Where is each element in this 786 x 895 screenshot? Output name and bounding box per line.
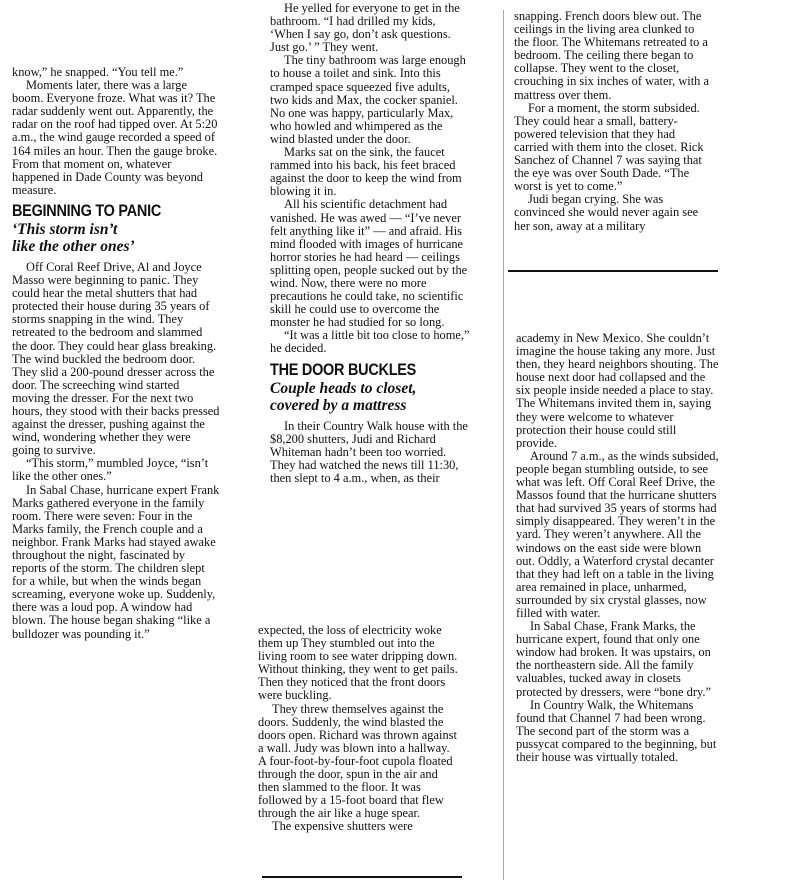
column-gutter-line [503, 10, 504, 880]
paragraph: The expensive shutters were [272, 819, 413, 834]
paragraph: The tiny bathroom was large enough to house a toilet and sink. Into this cramped space squeezed five adults, two kids and Max, the cocker spaniel. No one was happy, particularly Max, who howled and whimpered as the wind blasted under the door. [270, 53, 466, 146]
paragraph: Judi began crying. She was convinced she would never again see her son, away at a military [514, 192, 699, 233]
paragraph: In Country Walk, the Whitemans found that Channel 7 had been wrong. The second part of the storm was a pussycat compared to the beginning, but their house was virtually totaled. [516, 697, 717, 764]
divider-rule [508, 270, 718, 272]
paragraph: Marks sat on the sink, the faucet rammed into his back, his feet braced against the door to keep the wind from blowing it in. [270, 145, 462, 199]
section-heading-the-door-buckles: THE DOOR BUCKLES [270, 359, 417, 379]
column-2-bottom [258, 624, 458, 834]
paragraph: Moments later, there was a large boom. Everyone froze. What was it? The radar suddenly went out. Apparently, the radar on the roof had tipped over. At 5:20 a.m., the wind gauge recorded a speed of 164 miles an hour. Then the gauge broke. From that moment on, whatever happened in Dade County was beyond measure. [12, 78, 218, 197]
paragraph: They threw themselves against the doors. Suddenly, the wind blasted the doors open. Richard was thrown against a wall. Judy was blown into a hallway. A four-foot-by-four-foot cupola floated through the door, spun in the air and then slammed to the floor. It was followed by a 15-foot board that flew through the air like a huge spear. [258, 701, 457, 821]
paragraph: expected, the loss of electricity woke them up They stumbled out into the living room to see water dripping down. Without thinking, they went to get pails. Then they noticed that the front doors were buckling. [258, 623, 458, 703]
divider-rule [262, 876, 462, 878]
subhead-line: like the other ones’ [12, 237, 135, 255]
column-3-bottom [516, 332, 720, 764]
paragraph: “It was a little bit too close to home,” he decided. [270, 328, 470, 356]
paragraph: In their Country Walk house with the $8,200 shutters, Judi and Richard Whiteman hadn’t been too worried. They had watched the news till 11:30, then slept to 4 a.m., when, as their [270, 418, 468, 485]
paragraph: Off Coral Reef Drive, Al and Joyce Masso were beginning to panic. They could hear the metal shutters that had protected their house during 35 years of storms snapping in the wind. They retreated to the bedroom and slammed the door. They could hear glass breaking. The wind buckled the bedroom door. They slid a 200-pound dresser across the door. The screeching wind started moving the dresser. For the next two hours, they stood with their backs pressed against the dresser, pushing against the wind, wondering whether they were going to survive. [12, 259, 220, 458]
subhead-line: ‘This storm isn’t [12, 220, 118, 238]
column-3-top [514, 10, 710, 233]
paragraph: “This storm,” mumbled Joyce, “isn’t like the other ones.” [12, 456, 209, 484]
paragraph: He yelled for everyone to get in the bathroom. “I had drilled my kids, ‘When I say go, don’t ask questions. Just go.’ ” They went. [270, 1, 460, 55]
paragraph: In Sabal Chase, hurricane expert Frank Marks gathered everyone in the family room. There were seven: Four in the Marks family, the French couple and a neighbor. Frank Marks had stayed awake throughout the night, fascinated by reports of the storm. The children slept for a while, but when the winds began screaming, everyone woke up. Suddenly, there was a loud pop. A window had blown. The house began shaking “like a bulldozer was pounding it.” [12, 482, 220, 641]
column-1 [12, 66, 220, 641]
paragraph: Around 7 a.m., as the winds subsided, people began stumbling outside, to see what was left. Off Coral Reef Drive, the Massos found that the hurricane shutters that had survived 35 years of storms had simply disappeared. They weren’t in the yard. They weren’t anywhere. All the windows on the east side were blown out. Oddly, a Waterford crystal decanter that they had left on a table in the living area remained in place, unharmed, surrounded by six crystal glasses, now filled with water. [516, 448, 719, 620]
paragraph: In Sabal Chase, Frank Marks, the hurricane expert, found that only one window had broken. It was upstairs, on the northeastern side. All the family valuables, tucked away in closets protected by dressers, were “bone dry.” [516, 619, 711, 699]
paragraph: All his scientific detachment had vanished. He was awed — “I’ve never felt anything like it” — and afraid. His mind flooded with images of hurricane horror stories he had heard — ceilings splitting open, people sucked out by the wind. Now, there were no more precautions he could take, no scientific skill he could use to overcome the monster he had studied for so long. [270, 197, 468, 330]
section-subhead [12, 221, 220, 255]
section-heading-beginning-to-panic: BEGINNING TO PANIC [12, 200, 162, 220]
section-subhead [270, 380, 470, 414]
paragraph: know,” he snapped. “You tell me.” [12, 65, 184, 79]
paragraph: For a moment, the storm subsided. They could hear a small, battery-powered television that they had carried with them into the closet. Rick Sanchez of Channel 7 was saying that the eye was over South Dade. “The worst is yet to come.” [514, 100, 704, 194]
paragraph: academy in New Mexico. She couldn’t imagine the house taking any more. Just then, they heard neighbors shouting. The house next door had collapsed and the six people inside needed a place to stay. The Whitemans invited them in, saying they were welcome to whatever protection their house could still provide. [516, 331, 719, 450]
subhead-line: covered by a mattress [270, 396, 407, 414]
column-2-top [270, 2, 470, 485]
paragraph: snapping. French doors blew out. The ceilings in the living area clunked to the floor. The Whitemans retreated to a bedroom. The ceiling there began to collapse. They went to the closet, crouching in six inches of water, with a mattress over them. [514, 9, 709, 102]
subhead-line: Couple heads to closet, [270, 379, 417, 397]
